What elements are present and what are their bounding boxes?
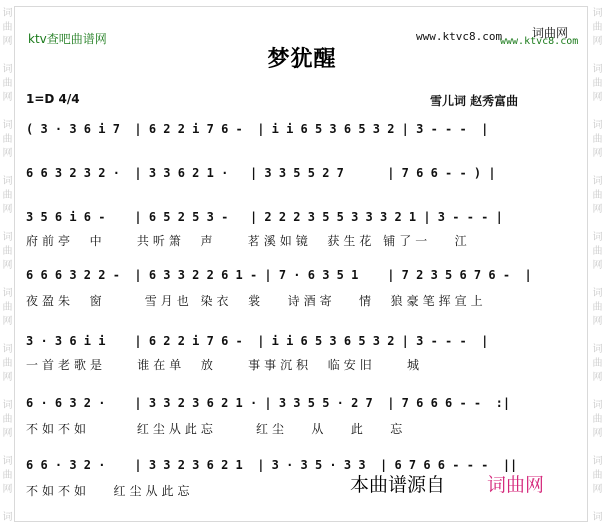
watermark-char: 曲 — [592, 78, 603, 89]
watermark-char: 曲 — [2, 190, 13, 201]
watermark-char: 网 — [592, 428, 603, 439]
watermark-char: 曲 — [2, 358, 13, 369]
watermark-char: 词 — [592, 64, 603, 75]
watermark-char: 曲 — [2, 22, 13, 33]
notes-line-1: ( 3 · 3 6 i 7 | 6 2 2 i 7 6 - | i i 6 5 3 6 5 3 2 | 3 - - - | — [26, 122, 489, 136]
site-url-right-overlay: www.ktvc8.com — [500, 36, 579, 47]
watermark-char: 词 — [592, 344, 603, 355]
lyrics-line-2 — [26, 186, 574, 204]
watermark-char: 曲 — [2, 470, 13, 481]
watermark-char: 词 — [592, 232, 603, 243]
watermark-char: 网 — [2, 36, 13, 47]
watermark-char: 网 — [2, 372, 13, 383]
notes-line-5: 3 · 3 6 i i | 6 2 2 i 7 6 - | i i 6 5 3 6 5 3 2 | 3 - - - | — [26, 334, 489, 348]
watermark-char: 曲 — [2, 302, 13, 313]
watermark-char: 词 — [592, 288, 603, 299]
watermark-char: 网 — [2, 204, 13, 215]
watermark-char: 网 — [592, 372, 603, 383]
lyrics-line-5: 一首老歌是 谁在单 放 事事沉积 临安旧 城 — [26, 358, 424, 372]
source-note: 本曲谱源自 — [350, 474, 446, 496]
site-url-right: www.ktvc8.com — [416, 30, 503, 43]
watermark-char: 词 — [2, 8, 13, 19]
corner-logo: 词曲网 — [532, 26, 569, 40]
watermark-char: 曲 — [592, 22, 603, 33]
site-label-left: ktv查吧曲谱网 — [28, 32, 107, 46]
lyrics-line-6: 不如不如 红尘从此忘 红尘 从 此 忘 — [26, 422, 407, 436]
watermark-char: 词 — [592, 512, 603, 523]
watermark-char: 网 — [2, 92, 13, 103]
watermark-char: 网 — [592, 316, 603, 327]
watermark-char: 网 — [2, 484, 13, 495]
watermark-char: 词 — [2, 456, 13, 467]
notes-line-4: 6 6 6 3 2 2 - | 6 3 3 2 2 6 1 - | 7 · 6 3 5 1 | 7 2 3 5 6 7 6 - | — [26, 268, 532, 282]
watermark-char: 词 — [592, 8, 603, 19]
watermark-char: 曲 — [2, 246, 13, 257]
notes-line-2: 6 6 3 2 3 2 · | 3 3 6 2 1 · | 3 3 5 5 2 7 | 7 6 6 - - ) | — [26, 166, 496, 180]
watermark-char: 曲 — [592, 246, 603, 257]
watermark-char: 曲 — [592, 134, 603, 145]
watermark-char: 网 — [2, 260, 13, 271]
watermark-char: 曲 — [2, 414, 13, 425]
notes-line-6: 6 · 6 3 2 · | 3 3 2 3 6 2 1 · | 3 3 5 5 · 2 7 | 7 6 6 6 - - :| — [26, 396, 511, 410]
watermark-char: 词 — [592, 120, 603, 131]
watermark-char: 曲 — [2, 134, 13, 145]
watermark-char: 曲 — [592, 358, 603, 369]
watermark-char: 网 — [2, 428, 13, 439]
watermark-char: 曲 — [592, 414, 603, 425]
key-signature: 1=D 4/4 — [26, 92, 80, 106]
watermark-char: 词 — [2, 288, 13, 299]
watermark-char: 网 — [592, 148, 603, 159]
song-title: 梦犹醒 — [267, 47, 337, 72]
watermark-column-left — [0, 0, 14, 528]
watermark-char: 词 — [2, 232, 13, 243]
lyrics-line-1 — [26, 142, 574, 160]
watermark-char: 网 — [2, 148, 13, 159]
watermark-char: 词 — [2, 512, 13, 523]
song-authors: 雪儿词 赵秀富曲 — [430, 94, 519, 108]
watermark-char: 网 — [2, 316, 13, 327]
score-body — [26, 118, 574, 508]
watermark-char: 网 — [592, 204, 603, 215]
lyrics-line-3: 府前亭 中 共听箫 声 茗溪如镜 获生花 铺了一 江 — [26, 234, 471, 248]
watermark-column-right — [590, 0, 604, 528]
watermark-char: 词 — [2, 120, 13, 131]
watermark-char: 词 — [2, 176, 13, 187]
lyrics-line-4: 夜盈朱 窗 雪月也 染衣 裳 诗酒寄 情 狼豪笔挥宣上 — [26, 294, 487, 308]
watermark-char: 词 — [592, 456, 603, 467]
watermark-char: 网 — [592, 484, 603, 495]
watermark-char: 网 — [592, 36, 603, 47]
watermark-char: 曲 — [2, 78, 13, 89]
watermark-char: 网 — [592, 260, 603, 271]
source-brand: 词曲网 — [487, 474, 545, 496]
watermark-char: 词 — [592, 176, 603, 187]
watermark-char: 词 — [592, 400, 603, 411]
watermark-char: 曲 — [592, 302, 603, 313]
notes-line-7: 6 6 · 3 2 · | 3 3 2 3 6 2 1 | 3 · 3 5 · 3 3 | 6 7 6 6 - - - || — [26, 458, 518, 472]
watermark-char: 词 — [2, 400, 13, 411]
watermark-char: 网 — [592, 92, 603, 103]
watermark-char: 曲 — [592, 470, 603, 481]
notes-line-3: 3 5 6 i 6 - | 6 5 2 5 3 - | 2 2 2 3 5 5 3 3 3 2 1 | 3 - - - | — [26, 210, 503, 224]
lyrics-line-7: 不如不如 红尘从此忘 — [26, 484, 194, 498]
watermark-char: 词 — [2, 64, 13, 75]
watermark-char: 词 — [2, 344, 13, 355]
watermark-char: 曲 — [592, 190, 603, 201]
